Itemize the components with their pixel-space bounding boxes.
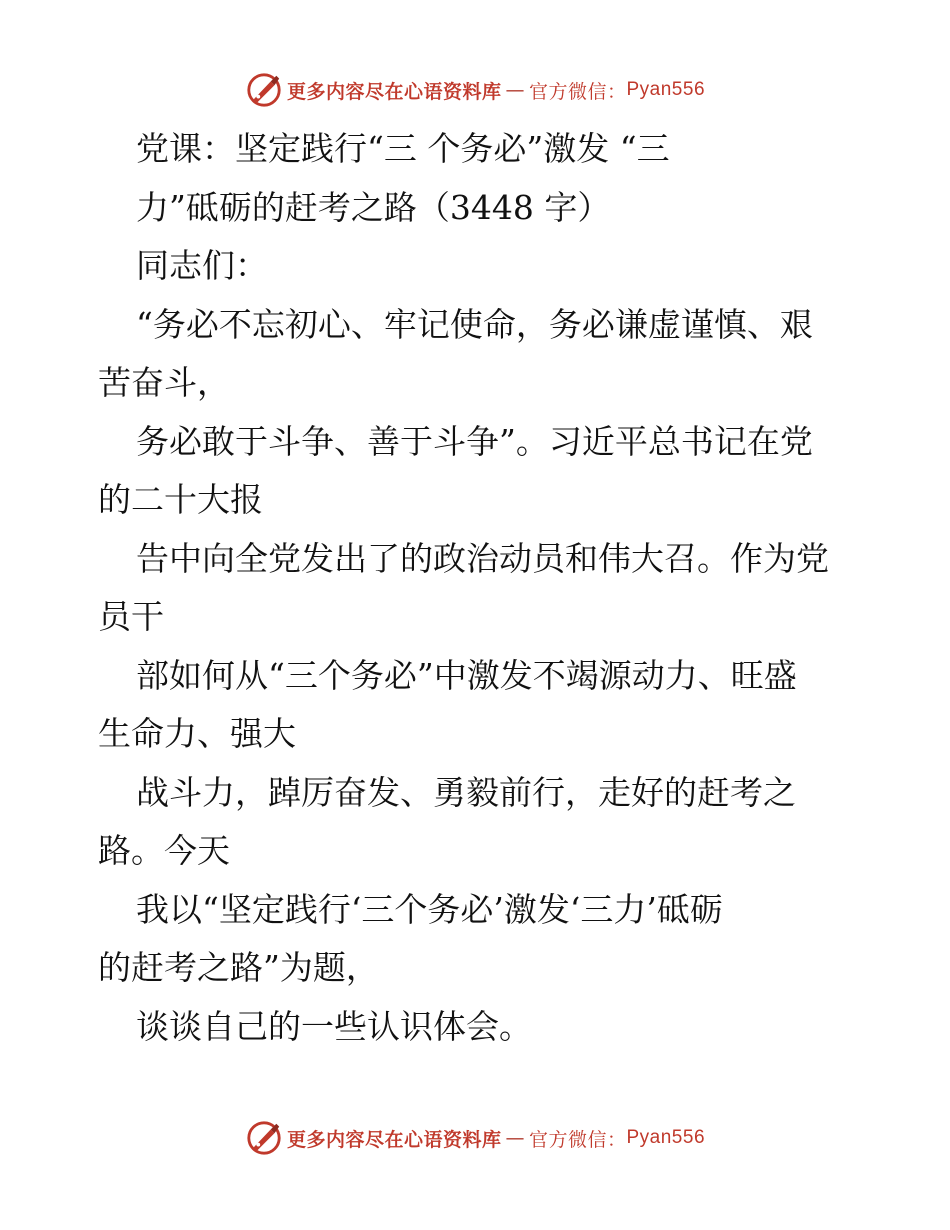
paragraph-line: 的赶考之路”为题， xyxy=(98,948,379,987)
paragraph-line: 我以“坚定践行‘三个务必’激发‘三力’砥砺 xyxy=(136,889,723,929)
title-line-2: 力”砥砺的赶考之路（3448 字） xyxy=(136,187,611,227)
paragraph-line: 部如何从“三个务必”中激发不竭源动力、旺盛 xyxy=(136,655,797,695)
paragraph-line: 路。今天 xyxy=(98,831,230,870)
banner-text: 更多内容尽在心语资料库 xyxy=(286,80,502,103)
paragraph-line: 的二十大报 xyxy=(98,480,263,519)
paragraph-line: 生命力、强大 xyxy=(98,714,296,753)
paragraph-line: “务必不忘初心、牢记使命，务必谦虚谨慎、艰 xyxy=(136,304,813,344)
banner-separator: — xyxy=(505,1127,525,1149)
paragraph-line: 战斗力，踔厉奋发、勇毅前行，走好的赶考之 xyxy=(136,772,796,812)
banner-id: Pyan556 xyxy=(626,79,706,100)
banner-contact: 官方微信： xyxy=(528,1128,627,1151)
banner-text: 更多内容尽在心语资料库 xyxy=(286,1128,502,1151)
pen-logo-icon xyxy=(245,1119,283,1157)
title-line-1: 党课：坚定践行“三 个务必”激发 “三 xyxy=(136,129,670,168)
paragraph-line: 谈谈自己的一些认识体会。 xyxy=(136,1006,532,1046)
paragraph-line: 告中向全党发出了的政治动员和伟大召。作为党 xyxy=(136,538,829,578)
pen-logo-icon xyxy=(245,71,283,109)
footer-watermark xyxy=(0,1118,950,1158)
banner-separator: — xyxy=(505,79,525,101)
document-body xyxy=(98,120,854,1056)
banner-id: Pyan556 xyxy=(626,1127,706,1148)
header-watermark xyxy=(0,70,950,110)
banner-contact: 官方微信： xyxy=(528,80,627,103)
paragraph-line: 苦奋斗， xyxy=(98,363,230,402)
paragraph-line: 员干 xyxy=(98,597,164,636)
salutation: 同志们： xyxy=(136,246,268,285)
paragraph-line: 务必敢于斗争、善于斗争”。习近平总书记在党 xyxy=(136,421,813,461)
